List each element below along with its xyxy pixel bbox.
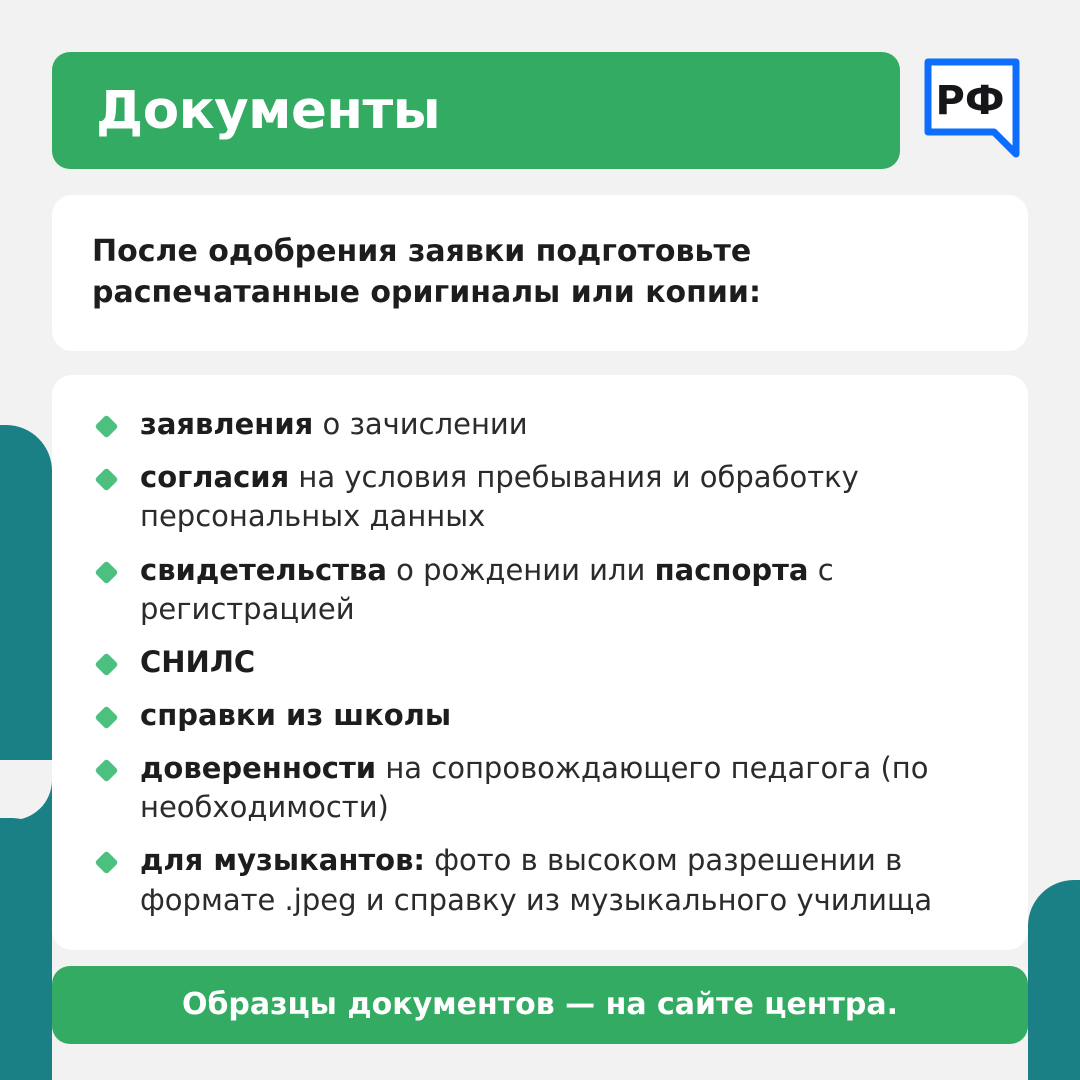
list-item-bold: заявления — [140, 407, 314, 442]
diamond-bullet-icon — [94, 468, 118, 492]
list-item-bold: для музыкантов: — [140, 843, 426, 878]
list-item-text: на условия пребывания и обработку персональных данных — [140, 460, 859, 534]
gosuslugi-rf-logo-icon — [920, 54, 1024, 158]
list-item-text: фото в высоком разрешении в формате .jpeg и справку из музыкального училища — [140, 843, 933, 917]
list-item-bold-secondary: паспорта — [654, 552, 809, 587]
list-item — [98, 841, 994, 919]
list-item — [98, 551, 994, 629]
page-title: Документы — [96, 80, 441, 141]
list-item-text: на сопровождающего педагога (по необходимости) — [140, 751, 929, 825]
list-item-bold: свидетельства — [140, 552, 387, 587]
list-item-text: о зачислении — [313, 407, 528, 442]
diamond-bullet-icon — [94, 652, 118, 676]
footer-text: Образцы документов — на сайте центра. — [181, 987, 899, 1023]
svg-text:РФ: РФ — [935, 78, 1005, 124]
logo-container — [916, 52, 1028, 169]
header — [52, 52, 1028, 169]
list-item — [98, 749, 994, 827]
title-card — [52, 52, 900, 169]
list-item — [98, 696, 994, 735]
documents-card — [52, 375, 1028, 950]
list-item-bold: доверенности — [140, 751, 377, 786]
list-item — [98, 405, 994, 444]
list-item-text: о рождении или — [386, 552, 655, 587]
footer-banner — [52, 966, 1028, 1044]
subtitle-line-1: После одобрения заявки подготовьте — [92, 234, 752, 269]
list-item-bold: справки из школы — [140, 698, 452, 733]
diamond-bullet-icon — [94, 560, 118, 584]
diamond-bullet-icon — [94, 415, 118, 439]
subtitle-line-2: распечатанные оригиналы или копии: — [92, 275, 761, 311]
list-item-text-secondary: с регистрацией — [140, 552, 834, 626]
documents-list — [98, 405, 994, 920]
diamond-bullet-icon — [94, 706, 118, 730]
diamond-bullet-icon — [94, 759, 118, 783]
list-item — [98, 643, 994, 682]
subtitle-card — [52, 195, 1028, 351]
list-item-bold: согласия — [140, 460, 290, 495]
diamond-bullet-icon — [94, 851, 118, 875]
list-item — [98, 458, 994, 536]
list-item-bold: СНИЛС — [140, 644, 256, 679]
